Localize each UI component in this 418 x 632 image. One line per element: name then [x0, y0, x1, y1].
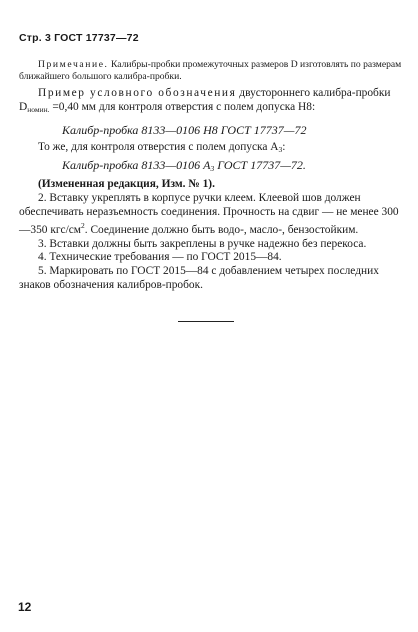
example-rest: двустороннего калибра-пробки D: [19, 87, 391, 113]
list-item: [19, 265, 403, 292]
item-text-end: . Соединение должно быть водо-, масло-, бензостойким.: [84, 224, 359, 237]
formula-2: [62, 158, 306, 173]
same-text: [38, 141, 285, 154]
formula-2-a: Калибр-пробка 8133—0106 А: [62, 158, 211, 172]
formula-2-sub: 3: [210, 164, 215, 173]
item-text: 4. Технические требования — по ГОСТ 2015—84.: [38, 251, 282, 264]
item-text: 3. Вставки должны быть закреплены в ручке надежно без перекоса.: [38, 237, 367, 250]
example-rest2: =0,40 мм для контроля отверстия с полем допуска H8:: [49, 100, 316, 113]
note-text: Калибры-пробки промежуточных размеров D изготовлять по размерам ближайшего большого калибра-пробки.: [19, 59, 402, 83]
example-paragraph: [19, 87, 403, 116]
list-item: [19, 238, 403, 252]
example-subscript: номин.: [27, 104, 50, 114]
formula-2-b: ГОСТ 17737—72.: [214, 158, 306, 172]
same-text-end: :: [282, 141, 286, 153]
requirements-list: [19, 192, 403, 292]
list-item: [19, 251, 403, 265]
same-text-sub: 3: [278, 145, 283, 154]
item-text: 5. Маркировать по ГОСТ 2015—84 с добавлением четырех последних знаков обозначения калибров-пробок.: [19, 264, 379, 291]
example-lead: Пример условного обозначения: [38, 87, 237, 99]
note-label: Примечание.: [38, 59, 109, 70]
item-sup: 2: [81, 221, 85, 231]
item-text: 2. Вставку укреплять в корпусе ручки клеем. Клеевой шов должен обеспечивать неразъемность соединения. Прочность на сдвиг — не менее 300—350 кгс/см: [19, 192, 399, 237]
same-text-main: То же, для контроля отверстия с полем допуска А: [38, 141, 279, 153]
formula-1: Калибр-пробка 8133—0106 Н8 ГОСТ 17737—72: [62, 123, 307, 137]
page-header: Стр. 3 ГОСТ 17737—72: [19, 32, 139, 44]
list-item: [19, 192, 403, 238]
edition-note: (Измененная редакция, Изм. № 1).: [38, 178, 215, 190]
divider: [178, 321, 234, 322]
page-number: 12: [18, 600, 32, 614]
note-paragraph: [19, 59, 403, 84]
